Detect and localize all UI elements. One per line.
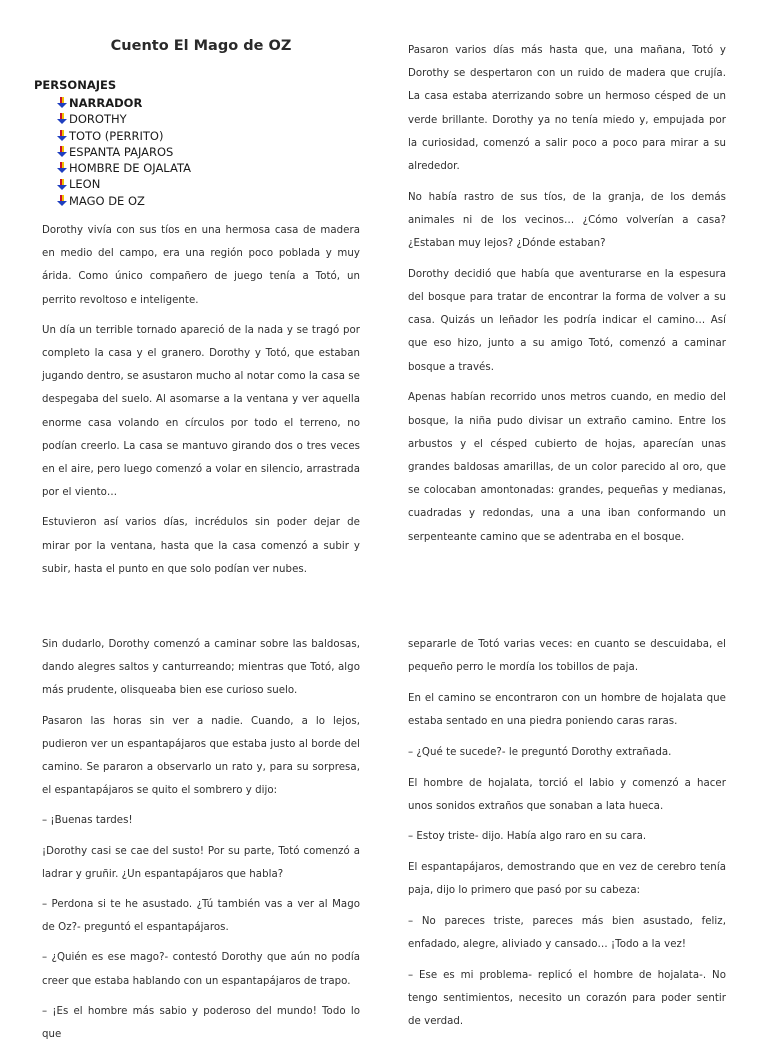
page2-left-text xyxy=(42,633,360,1053)
arrow-bullet-icon xyxy=(56,179,69,191)
story-paragraph: Estuvieron así varios días, incrédulos sin poder dejar de mirar por la ventana, hasta que la casa comenzó a subir y subir, hasta el punto en que solo podían ver nubes. xyxy=(42,517,360,575)
page2-right-text xyxy=(408,633,726,1041)
story-paragraph: No había rastro de sus tíos, de la granja, de los demás animales ni de los vecinos… ¿Cómo volverían a casa? ¿Estaban muy lejos? ¿Dónde estaban? xyxy=(408,191,726,250)
story-paragraph: Un día un terrible tornado apareció de la nada y se tragó por completo la casa y el granero. Dorothy y Totó, que estaban jugando dentro, se asustaron mucho al notar como la casa se despegaba del suelo. Al asomarse a la ventana y ver aquella enorme casa volando en círculos por todo el terreno, no podían creerlo. La casa se mantuvo girando dos o tres veces en el aire, pero luego comenzó a volar en silencio, arrastrada por el viento… xyxy=(42,324,360,499)
document-page-2 xyxy=(0,625,768,1041)
story-paragraph: Pasaron las horas sin ver a nadie. Cuando, a lo lejos, pudieron ver un espantapájaros que estaba justo al borde del camino. Se pararon a observarlo un rato y, para su sorpresa, el espantapájaros se quito el sombrero y dijo: xyxy=(42,715,360,797)
story-paragraph: separarle de Totó varias veces: en cuanto se descuidaba, el pequeño perro le mordía los tobillos de paja. xyxy=(408,639,726,674)
story-paragraph: – ¿Qué te sucede?- le preguntó Dorothy extrañada. xyxy=(408,746,672,758)
story-paragraph: El espantapájaros, demostrando que en vez de cerebro tenía paja, dijo lo primero que pasó por su cabeza: xyxy=(408,862,726,897)
story-paragraph: – ¿Quién es ese mago?- contestó Dorothy que aún no podía creer que estaba hablando con un espantapájaros de trapo. xyxy=(42,952,360,987)
story-paragraph: – Estoy triste- dijo. Había algo raro en su cara. xyxy=(408,831,647,843)
character-item xyxy=(56,193,191,209)
story-paragraph: – ¡Es el hombre más sabio y poderoso del mundo! Todo lo que xyxy=(42,1005,360,1041)
story-paragraph: – No pareces triste, pareces más bien asustado, feliz, enfadado, alegre, aliviado y cansado… ¡Todo a la vez! xyxy=(408,916,726,951)
character-name: NARRADOR xyxy=(69,96,143,110)
character-item xyxy=(56,144,191,160)
story-paragraph: Pasaron varios días más hasta que, una mañana, Totó y Dorothy se despertaron con un ruido de madera que crujía. La casa estaba aterrizando sobre un hermoso césped de un verde brillante. Dorothy ya no tenía miedo y, empujada por la curiosidad, comenzó a salir poco a poco para mirar a su alrededor. xyxy=(408,45,726,173)
story-paragraph: Sin dudarlo, Dorothy comenzó a caminar sobre las baldosas, dando alegres saltos y canturreando; mientras que Totó, algo más prudente, olisqueaba bien ese curioso suelo. xyxy=(42,639,360,697)
character-item xyxy=(56,111,191,127)
character-name: HOMBRE DE OJALATA xyxy=(69,161,191,176)
arrow-bullet-icon xyxy=(56,146,69,158)
characters-heading: PERSONAJES xyxy=(34,78,117,92)
character-item xyxy=(56,95,191,111)
character-name: DOROTHY xyxy=(69,112,127,127)
arrow-bullet-icon xyxy=(56,97,69,109)
story-paragraph: ¡Dorothy casi se cae del susto! Por su parte, Totó comenzó a ladrar y gruñir. ¿Un espantapájaros que habla? xyxy=(42,845,360,880)
characters-list xyxy=(56,95,191,209)
story-paragraph: En el camino se encontraron con un hombre de hojalata que estaba sentado en una piedra poniendo caras raras. xyxy=(408,692,726,728)
story-paragraph: Apenas habían recorrido unos metros cuando, en medio del bosque, la niña pudo divisar un extraño camino. Entre los arbustos y el césped cubierto de hojas, aparecían unas grandes baldosas amarillas, de un color parecido al oro, que se colocaban amontonadas: grandes, pequeñas y medianas, cuadradas y redondas, una a una iban conformando un serpenteante camino que se adentraba en el bosque. xyxy=(408,392,726,543)
character-name: ESPANTA PAJAROS xyxy=(69,144,174,159)
story-paragraph: – Ese es mi problema- replicó el hombre de hojalata-. No tengo sentimientos, necesito un corazón para poder sentir de verdad. xyxy=(408,969,726,1028)
document-title: Cuento El Mago de OZ xyxy=(110,38,292,54)
character-name: MAGO DE OZ xyxy=(69,193,145,208)
arrow-bullet-icon xyxy=(56,130,69,142)
story-paragraph: El hombre de hojalata, torció el labio y comenzó a hacer unos sonidos extraños que sonaban a lata hueca. xyxy=(408,777,726,812)
story-paragraph: Dorothy vivía con sus tíos en una hermosa casa de madera en medio del campo, era una región poco poblada y muy árida. Como único compañero de juego tenía a Totó, un perrito revoltoso e inteligente. xyxy=(42,225,360,306)
character-item xyxy=(56,176,191,192)
character-item xyxy=(56,128,191,144)
character-name: LEON xyxy=(69,177,101,192)
story-paragraph: Dorothy decidió que había que aventurarse en la espesura del bosque para tratar de encontrar la forma de volver a su casa. Quizás un leñador les podría indicar el camino… Así que eso hizo, junto a su amigo Totó, comenzó a caminar bosque a través. xyxy=(408,268,726,373)
arrow-bullet-icon xyxy=(56,195,69,207)
character-name: TOTO (PERRITO) xyxy=(69,128,164,143)
story-paragraph: – Perdona si te he asustado. ¿Tú también vas a ver al Mago de Oz?- preguntó el espantapájaros. xyxy=(42,899,360,934)
arrow-bullet-icon xyxy=(56,162,69,174)
page1-right-text xyxy=(408,39,726,556)
story-paragraph: – ¡Buenas tardes! xyxy=(42,815,133,827)
character-item xyxy=(56,160,191,176)
arrow-bullet-icon xyxy=(56,113,69,125)
page1-left-text xyxy=(42,219,360,588)
